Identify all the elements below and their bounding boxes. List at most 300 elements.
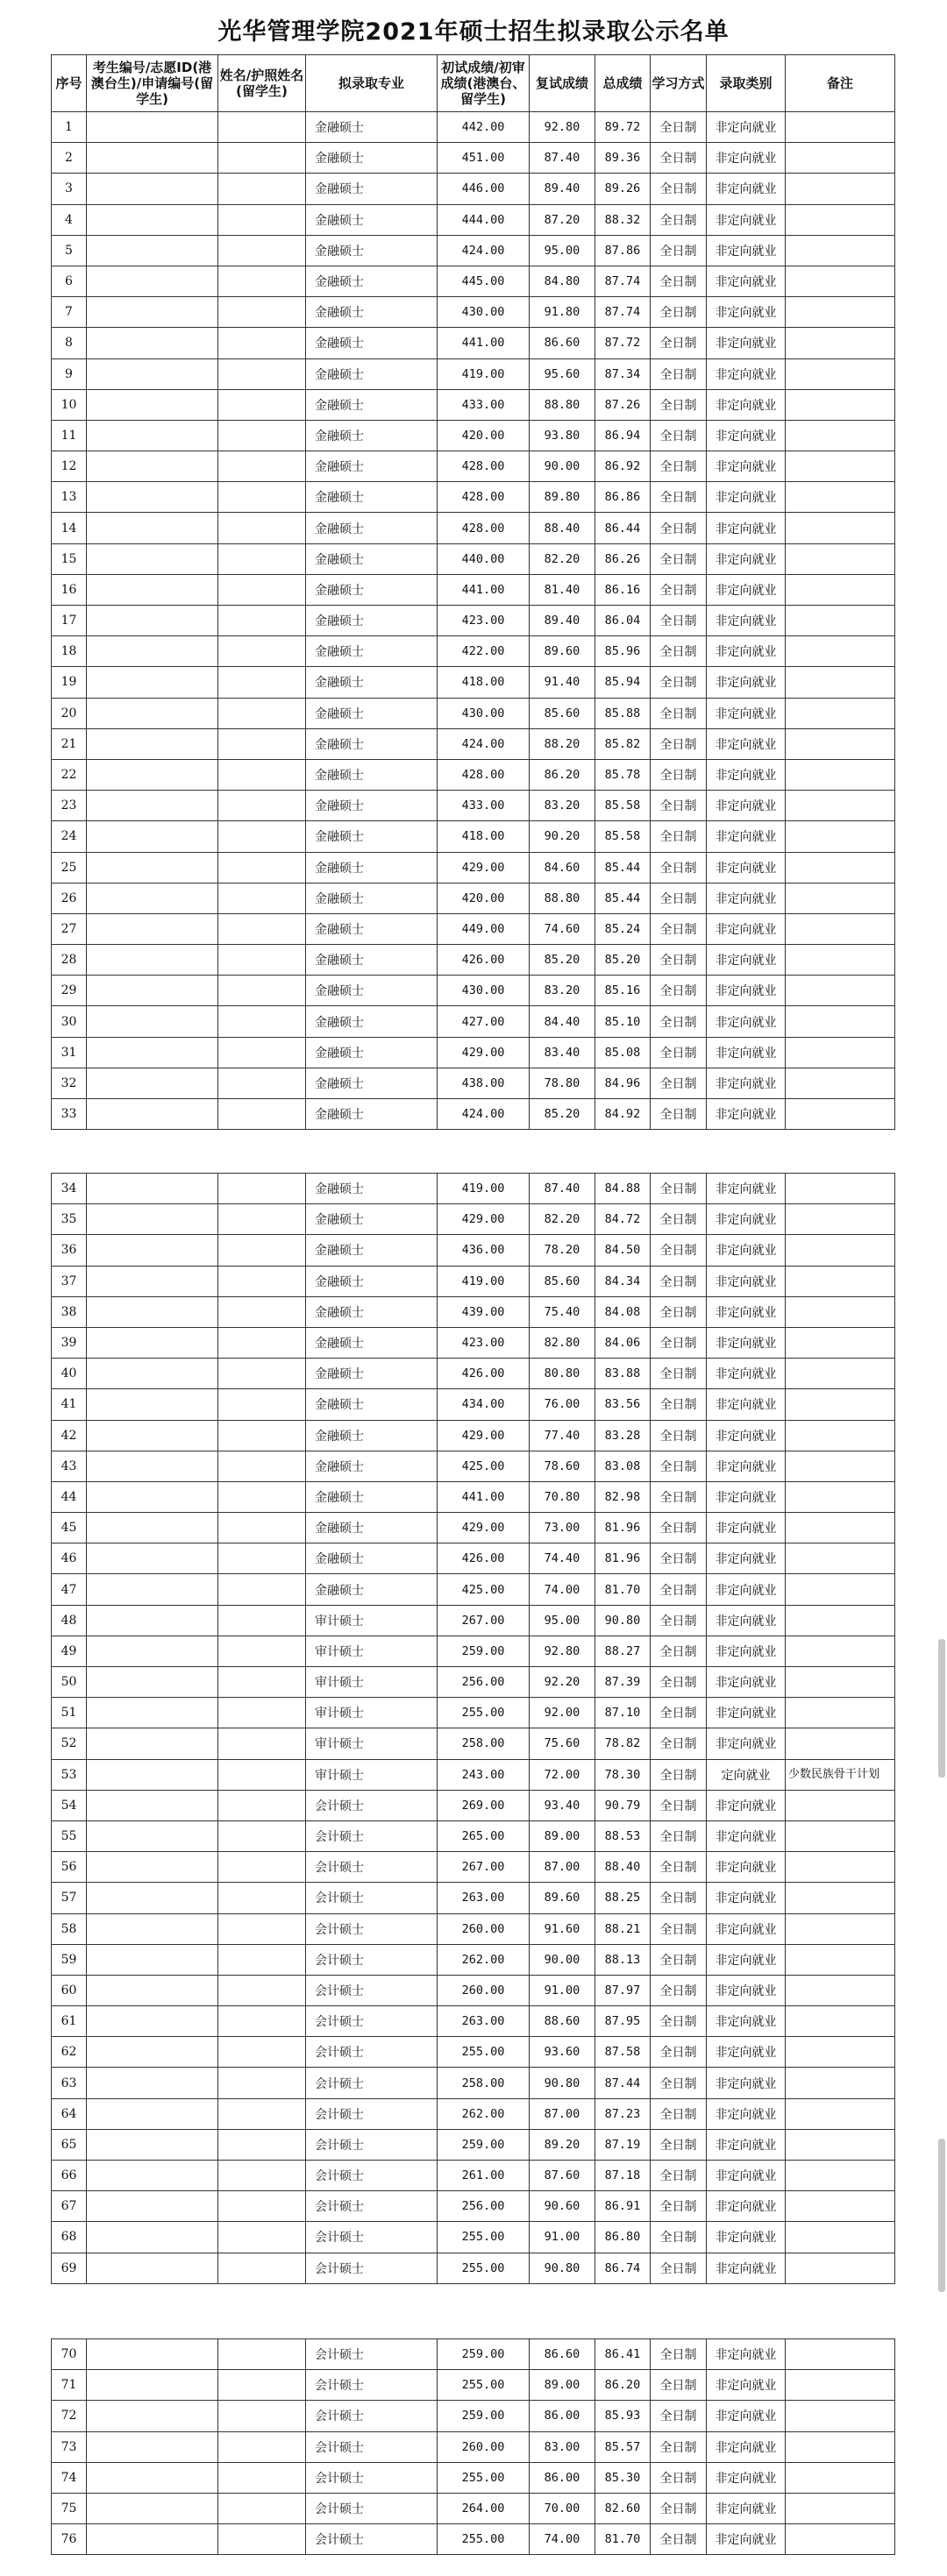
cell-retest-score: 87.40 bbox=[530, 143, 595, 174]
cell-initial-score: 429.00 bbox=[438, 1037, 530, 1068]
cell-total-score: 88.13 bbox=[595, 1944, 651, 1975]
cell-category: 非定向就业 bbox=[707, 2462, 786, 2493]
cell-total-score: 85.44 bbox=[595, 883, 651, 913]
table-row bbox=[52, 1667, 895, 1698]
cell-major: 会计硕士 bbox=[306, 2370, 438, 2401]
cell-retest-score: 83.40 bbox=[530, 1037, 595, 1068]
cell-study-mode: 全日制 bbox=[651, 1975, 707, 2005]
cell-retest-score: 95.00 bbox=[530, 235, 595, 266]
cell-name bbox=[218, 852, 306, 883]
cell-retest-score: 70.80 bbox=[530, 1481, 595, 1512]
cell-exam-id bbox=[87, 698, 218, 728]
table-row bbox=[52, 297, 895, 328]
cell-major: 金融硕士 bbox=[306, 1327, 438, 1358]
cell-major: 金融硕士 bbox=[306, 574, 438, 605]
cell-remark bbox=[786, 1543, 895, 1574]
cell-exam-id bbox=[87, 913, 218, 944]
table-row bbox=[52, 451, 895, 482]
table-row bbox=[52, 1389, 895, 1420]
cell-total-score: 84.08 bbox=[595, 1296, 651, 1327]
cell-exam-id bbox=[87, 1944, 218, 1975]
cell-seq: 2 bbox=[52, 143, 87, 174]
cell-seq: 71 bbox=[52, 2370, 87, 2401]
cell-study-mode: 全日制 bbox=[651, 1852, 707, 1883]
cell-category: 非定向就业 bbox=[707, 791, 786, 821]
cell-initial-score: 429.00 bbox=[438, 1204, 530, 1235]
cell-name bbox=[218, 1728, 306, 1759]
header-study-mode: 学习方式 bbox=[651, 55, 707, 112]
cell-name bbox=[218, 266, 306, 296]
cell-remark bbox=[786, 174, 895, 204]
cell-seq: 13 bbox=[52, 482, 87, 513]
cell-major: 金融硕士 bbox=[306, 420, 438, 451]
cell-study-mode: 全日制 bbox=[651, 1636, 707, 1666]
cell-total-score: 87.19 bbox=[595, 2129, 651, 2160]
cell-exam-id bbox=[87, 513, 218, 543]
cell-exam-id bbox=[87, 1068, 218, 1098]
cell-study-mode: 全日制 bbox=[651, 698, 707, 728]
cell-exam-id bbox=[87, 791, 218, 821]
cell-study-mode: 全日制 bbox=[651, 1667, 707, 1698]
cell-seq: 7 bbox=[52, 297, 87, 328]
cell-seq: 41 bbox=[52, 1389, 87, 1420]
cell-major: 会计硕士 bbox=[306, 1852, 438, 1883]
cell-total-score: 78.82 bbox=[595, 1728, 651, 1759]
table-row bbox=[52, 143, 895, 174]
cell-name bbox=[218, 759, 306, 790]
cell-total-score: 87.18 bbox=[595, 2161, 651, 2191]
cell-retest-score: 95.60 bbox=[530, 358, 595, 389]
cell-major: 金融硕士 bbox=[306, 852, 438, 883]
cell-major: 会计硕士 bbox=[306, 1820, 438, 1851]
table-row bbox=[52, 513, 895, 543]
cell-retest-score: 86.60 bbox=[530, 328, 595, 358]
cell-total-score: 90.79 bbox=[595, 1790, 651, 1820]
cell-category: 非定向就业 bbox=[707, 2339, 786, 2370]
cell-major: 金融硕士 bbox=[306, 1420, 438, 1451]
cell-category: 非定向就业 bbox=[707, 174, 786, 204]
cell-name bbox=[218, 976, 306, 1006]
cell-name bbox=[218, 2129, 306, 2160]
cell-exam-id bbox=[87, 112, 218, 143]
table-row bbox=[52, 1852, 895, 1883]
cell-major: 会计硕士 bbox=[306, 2493, 438, 2523]
cell-major: 会计硕士 bbox=[306, 2524, 438, 2555]
cell-major: 会计硕士 bbox=[306, 1944, 438, 1975]
cell-initial-score: 444.00 bbox=[438, 204, 530, 235]
cell-remark bbox=[786, 451, 895, 482]
cell-category: 非定向就业 bbox=[707, 328, 786, 358]
cell-seq: 3 bbox=[52, 174, 87, 204]
table-row bbox=[52, 482, 895, 513]
cell-seq: 56 bbox=[52, 1852, 87, 1883]
table-row bbox=[52, 1099, 895, 1130]
cell-initial-score: 428.00 bbox=[438, 451, 530, 482]
cell-seq: 5 bbox=[52, 235, 87, 266]
cell-retest-score: 92.80 bbox=[530, 1636, 595, 1666]
cell-remark bbox=[786, 1235, 895, 1266]
cell-retest-score: 87.00 bbox=[530, 2098, 595, 2129]
cell-category: 非定向就业 bbox=[707, 1068, 786, 1098]
header-major: 拟录取专业 bbox=[306, 55, 438, 112]
cell-total-score: 88.32 bbox=[595, 204, 651, 235]
cell-initial-score: 260.00 bbox=[438, 1913, 530, 1944]
cell-initial-score: 259.00 bbox=[438, 2339, 530, 2370]
cell-retest-score: 78.20 bbox=[530, 1235, 595, 1266]
cell-total-score: 85.30 bbox=[595, 2462, 651, 2493]
cell-exam-id bbox=[87, 667, 218, 698]
cell-name bbox=[218, 174, 306, 204]
cell-major: 金融硕士 bbox=[306, 174, 438, 204]
cell-category: 非定向就业 bbox=[707, 1852, 786, 1883]
cell-remark bbox=[786, 976, 895, 1006]
cell-name bbox=[218, 1944, 306, 1975]
cell-study-mode: 全日制 bbox=[651, 1006, 707, 1037]
cell-retest-score: 93.60 bbox=[530, 2037, 595, 2068]
cell-remark bbox=[786, 1605, 895, 1636]
cell-major: 金融硕士 bbox=[306, 297, 438, 328]
cell-total-score: 84.50 bbox=[595, 1235, 651, 1266]
cell-name bbox=[218, 1820, 306, 1851]
table-row bbox=[52, 1728, 895, 1759]
cell-retest-score: 90.60 bbox=[530, 2191, 595, 2222]
cell-exam-id bbox=[87, 606, 218, 636]
cell-total-score: 87.74 bbox=[595, 297, 651, 328]
cell-name bbox=[218, 2191, 306, 2222]
cell-initial-score: 262.00 bbox=[438, 2098, 530, 2129]
cell-initial-score: 259.00 bbox=[438, 2129, 530, 2160]
cell-study-mode: 全日制 bbox=[651, 2462, 707, 2493]
cell-study-mode: 全日制 bbox=[651, 2068, 707, 2098]
cell-major: 会计硕士 bbox=[306, 2191, 438, 2222]
cell-retest-score: 84.80 bbox=[530, 266, 595, 296]
cell-name bbox=[218, 1068, 306, 1098]
cell-category: 非定向就业 bbox=[707, 297, 786, 328]
cell-remark bbox=[786, 1975, 895, 2005]
cell-remark bbox=[786, 2006, 895, 2037]
cell-exam-id bbox=[87, 420, 218, 451]
cell-study-mode: 全日制 bbox=[651, 2161, 707, 2191]
cell-seq: 64 bbox=[52, 2098, 87, 2129]
cell-study-mode: 全日制 bbox=[651, 2493, 707, 2523]
cell-major: 会计硕士 bbox=[306, 1913, 438, 1944]
cell-initial-score: 451.00 bbox=[438, 143, 530, 174]
table-row bbox=[52, 1235, 895, 1266]
cell-retest-score: 85.60 bbox=[530, 1266, 595, 1296]
cell-name bbox=[218, 791, 306, 821]
table-row bbox=[52, 1204, 895, 1235]
cell-study-mode: 全日制 bbox=[651, 2006, 707, 2037]
cell-seq: 66 bbox=[52, 2161, 87, 2191]
cell-major: 会计硕士 bbox=[306, 2037, 438, 2068]
cell-total-score: 87.23 bbox=[595, 2098, 651, 2129]
cell-major: 会计硕士 bbox=[306, 2401, 438, 2431]
cell-total-score: 85.93 bbox=[595, 2401, 651, 2431]
cell-study-mode: 全日制 bbox=[651, 2098, 707, 2129]
cell-total-score: 85.24 bbox=[595, 913, 651, 944]
cell-retest-score: 78.60 bbox=[530, 1451, 595, 1481]
table-row bbox=[52, 698, 895, 728]
cell-exam-id bbox=[87, 1389, 218, 1420]
cell-seq: 69 bbox=[52, 2253, 87, 2283]
cell-exam-id bbox=[87, 2524, 218, 2555]
cell-study-mode: 全日制 bbox=[651, 1204, 707, 1235]
cell-category: 非定向就业 bbox=[707, 2098, 786, 2129]
cell-exam-id bbox=[87, 358, 218, 389]
cell-total-score: 84.96 bbox=[595, 1068, 651, 1098]
cell-initial-score: 256.00 bbox=[438, 1667, 530, 1698]
cell-study-mode: 全日制 bbox=[651, 2431, 707, 2462]
cell-initial-score: 439.00 bbox=[438, 1296, 530, 1327]
cell-study-mode: 全日制 bbox=[651, 174, 707, 204]
cell-retest-score: 88.80 bbox=[530, 389, 595, 420]
cell-total-score: 88.53 bbox=[595, 1820, 651, 1851]
cell-remark bbox=[786, 698, 895, 728]
cell-name bbox=[218, 1204, 306, 1235]
cell-category: 非定向就业 bbox=[707, 1636, 786, 1666]
cell-category: 非定向就业 bbox=[707, 667, 786, 698]
cell-total-score: 84.92 bbox=[595, 1099, 651, 1130]
cell-retest-score: 74.00 bbox=[530, 1574, 595, 1605]
cell-retest-score: 73.00 bbox=[530, 1513, 595, 1543]
cell-total-score: 87.26 bbox=[595, 389, 651, 420]
cell-major: 金融硕士 bbox=[306, 759, 438, 790]
table-row bbox=[52, 667, 895, 698]
cell-seq: 65 bbox=[52, 2129, 87, 2160]
cell-name bbox=[218, 1359, 306, 1389]
cell-initial-score: 255.00 bbox=[438, 2037, 530, 2068]
table-row bbox=[52, 976, 895, 1006]
cell-initial-score: 260.00 bbox=[438, 2431, 530, 2462]
cell-retest-score: 83.20 bbox=[530, 791, 595, 821]
cell-major: 会计硕士 bbox=[306, 2068, 438, 2098]
cell-major: 会计硕士 bbox=[306, 2098, 438, 2129]
cell-category: 非定向就业 bbox=[707, 2401, 786, 2431]
cell-study-mode: 全日制 bbox=[651, 1389, 707, 1420]
cell-study-mode: 全日制 bbox=[651, 759, 707, 790]
cell-major: 审计硕士 bbox=[306, 1759, 438, 1790]
cell-retest-score: 83.00 bbox=[530, 2431, 595, 2462]
cell-remark bbox=[786, 1852, 895, 1883]
cell-major: 金融硕士 bbox=[306, 1513, 438, 1543]
cell-seq: 58 bbox=[52, 1913, 87, 1944]
cell-remark bbox=[786, 883, 895, 913]
cell-exam-id bbox=[87, 1913, 218, 1944]
cell-remark bbox=[786, 543, 895, 574]
table-row bbox=[52, 636, 895, 667]
cell-study-mode: 全日制 bbox=[651, 791, 707, 821]
cell-category: 非定向就业 bbox=[707, 2191, 786, 2222]
table-row bbox=[52, 1820, 895, 1851]
cell-major: 会计硕士 bbox=[306, 2222, 438, 2253]
cell-remark bbox=[786, 2401, 895, 2431]
cell-exam-id bbox=[87, 1759, 218, 1790]
cell-retest-score: 90.00 bbox=[530, 451, 595, 482]
cell-initial-score: 430.00 bbox=[438, 976, 530, 1006]
cell-exam-id bbox=[87, 574, 218, 605]
cell-exam-id bbox=[87, 235, 218, 266]
cell-exam-id bbox=[87, 1099, 218, 1130]
cell-category: 非定向就业 bbox=[707, 1327, 786, 1358]
cell-exam-id bbox=[87, 2098, 218, 2129]
cell-remark bbox=[786, 1068, 895, 1098]
cell-remark bbox=[786, 945, 895, 976]
cell-exam-id bbox=[87, 1204, 218, 1235]
cell-category: 非定向就业 bbox=[707, 1667, 786, 1698]
cell-name bbox=[218, 1698, 306, 1728]
cell-exam-id bbox=[87, 1667, 218, 1698]
cell-category: 非定向就业 bbox=[707, 543, 786, 574]
cell-total-score: 81.96 bbox=[595, 1543, 651, 1574]
cell-retest-score: 82.20 bbox=[530, 543, 595, 574]
cell-total-score: 81.70 bbox=[595, 1574, 651, 1605]
cell-remark bbox=[786, 358, 895, 389]
table-row bbox=[52, 759, 895, 790]
table-row bbox=[52, 2462, 895, 2493]
table-row bbox=[52, 2339, 895, 2370]
cell-exam-id bbox=[87, 1543, 218, 1574]
table-row bbox=[52, 852, 895, 883]
cell-exam-id bbox=[87, 297, 218, 328]
cell-category: 非定向就业 bbox=[707, 2037, 786, 2068]
cell-initial-score: 436.00 bbox=[438, 1235, 530, 1266]
cell-initial-score: 419.00 bbox=[438, 1174, 530, 1204]
cell-total-score: 81.70 bbox=[595, 2524, 651, 2555]
cell-exam-id bbox=[87, 266, 218, 296]
cell-initial-score: 433.00 bbox=[438, 791, 530, 821]
table-row bbox=[52, 1759, 895, 1790]
cell-seq: 23 bbox=[52, 791, 87, 821]
cell-initial-score: 263.00 bbox=[438, 1883, 530, 1913]
cell-remark bbox=[786, 1944, 895, 1975]
cell-name bbox=[218, 728, 306, 759]
cell-seq: 10 bbox=[52, 389, 87, 420]
cell-major: 金融硕士 bbox=[306, 1574, 438, 1605]
cell-name bbox=[218, 2431, 306, 2462]
cell-category: 非定向就业 bbox=[707, 1204, 786, 1235]
cell-major: 金融硕士 bbox=[306, 667, 438, 698]
cell-name bbox=[218, 2339, 306, 2370]
cell-name bbox=[218, 1636, 306, 1666]
cell-initial-score: 259.00 bbox=[438, 2401, 530, 2431]
table-row bbox=[52, 1006, 895, 1037]
cell-initial-score: 445.00 bbox=[438, 266, 530, 296]
table-body-page-2 bbox=[52, 1174, 895, 2284]
cell-initial-score: 449.00 bbox=[438, 913, 530, 944]
cell-major: 金融硕士 bbox=[306, 728, 438, 759]
cell-total-score: 85.57 bbox=[595, 2431, 651, 2462]
cell-total-score: 86.91 bbox=[595, 2191, 651, 2222]
cell-major: 金融硕士 bbox=[306, 1543, 438, 1574]
table-row bbox=[52, 1698, 895, 1728]
cell-category: 定向就业 bbox=[707, 1759, 786, 1790]
cell-name bbox=[218, 2098, 306, 2129]
cell-initial-score: 427.00 bbox=[438, 1006, 530, 1037]
cell-initial-score: 434.00 bbox=[438, 1389, 530, 1420]
cell-major: 金融硕士 bbox=[306, 1037, 438, 1068]
cell-study-mode: 全日制 bbox=[651, 1513, 707, 1543]
cell-name bbox=[218, 667, 306, 698]
cell-initial-score: 255.00 bbox=[438, 1698, 530, 1728]
cell-name bbox=[218, 2401, 306, 2431]
cell-initial-score: 418.00 bbox=[438, 667, 530, 698]
cell-remark bbox=[786, 420, 895, 451]
cell-name bbox=[218, 1420, 306, 1451]
cell-category: 非定向就业 bbox=[707, 1820, 786, 1851]
cell-seq: 47 bbox=[52, 1574, 87, 1605]
cell-exam-id bbox=[87, 1296, 218, 1327]
cell-remark bbox=[786, 791, 895, 821]
cell-exam-id bbox=[87, 976, 218, 1006]
cell-total-score: 87.34 bbox=[595, 358, 651, 389]
cell-retest-score: 93.80 bbox=[530, 420, 595, 451]
cell-initial-score: 442.00 bbox=[438, 112, 530, 143]
cell-total-score: 89.26 bbox=[595, 174, 651, 204]
cell-category: 非定向就业 bbox=[707, 482, 786, 513]
cell-major: 金融硕士 bbox=[306, 204, 438, 235]
cell-exam-id bbox=[87, 1235, 218, 1266]
table-row bbox=[52, 204, 895, 235]
cell-retest-score: 91.40 bbox=[530, 667, 595, 698]
cell-name bbox=[218, 2068, 306, 2098]
cell-study-mode: 全日制 bbox=[651, 574, 707, 605]
cell-initial-score: 429.00 bbox=[438, 852, 530, 883]
cell-total-score: 87.44 bbox=[595, 2068, 651, 2098]
cell-initial-score: 424.00 bbox=[438, 728, 530, 759]
cell-major: 会计硕士 bbox=[306, 1975, 438, 2005]
cell-name bbox=[218, 389, 306, 420]
cell-major: 审计硕士 bbox=[306, 1605, 438, 1636]
cell-seq: 21 bbox=[52, 728, 87, 759]
cell-category: 非定向就业 bbox=[707, 1359, 786, 1389]
scrollbar-thumb[interactable] bbox=[938, 1639, 945, 1778]
cell-retest-score: 92.80 bbox=[530, 112, 595, 143]
cell-major: 金融硕士 bbox=[306, 1006, 438, 1037]
cell-major: 金融硕士 bbox=[306, 698, 438, 728]
scrollbar-thumb-lower[interactable] bbox=[938, 2139, 945, 2292]
cell-category: 非定向就业 bbox=[707, 1728, 786, 1759]
cell-category: 非定向就业 bbox=[707, 1913, 786, 1944]
cell-remark bbox=[786, 574, 895, 605]
cell-study-mode: 全日制 bbox=[651, 2253, 707, 2283]
cell-remark bbox=[786, 852, 895, 883]
cell-seq: 40 bbox=[52, 1359, 87, 1389]
cell-exam-id bbox=[87, 1820, 218, 1851]
table-row bbox=[52, 420, 895, 451]
cell-remark bbox=[786, 2161, 895, 2191]
cell-major: 审计硕士 bbox=[306, 1698, 438, 1728]
cell-study-mode: 全日制 bbox=[651, 420, 707, 451]
cell-retest-score: 88.60 bbox=[530, 2006, 595, 2037]
cell-total-score: 86.04 bbox=[595, 606, 651, 636]
cell-exam-id bbox=[87, 2222, 218, 2253]
cell-major: 金融硕士 bbox=[306, 1235, 438, 1266]
cell-exam-id bbox=[87, 1883, 218, 1913]
cell-major: 金融硕士 bbox=[306, 883, 438, 913]
cell-total-score: 88.21 bbox=[595, 1913, 651, 1944]
cell-total-score: 88.40 bbox=[595, 1852, 651, 1883]
cell-remark bbox=[786, 2339, 895, 2370]
cell-exam-id bbox=[87, 821, 218, 852]
header-seq: 序号 bbox=[52, 55, 87, 112]
cell-remark bbox=[786, 1820, 895, 1851]
cell-remark bbox=[786, 606, 895, 636]
cell-category: 非定向就业 bbox=[707, 883, 786, 913]
cell-seq: 49 bbox=[52, 1636, 87, 1666]
cell-initial-score: 422.00 bbox=[438, 636, 530, 667]
cell-category: 非定向就业 bbox=[707, 389, 786, 420]
cell-study-mode: 全日制 bbox=[651, 2524, 707, 2555]
